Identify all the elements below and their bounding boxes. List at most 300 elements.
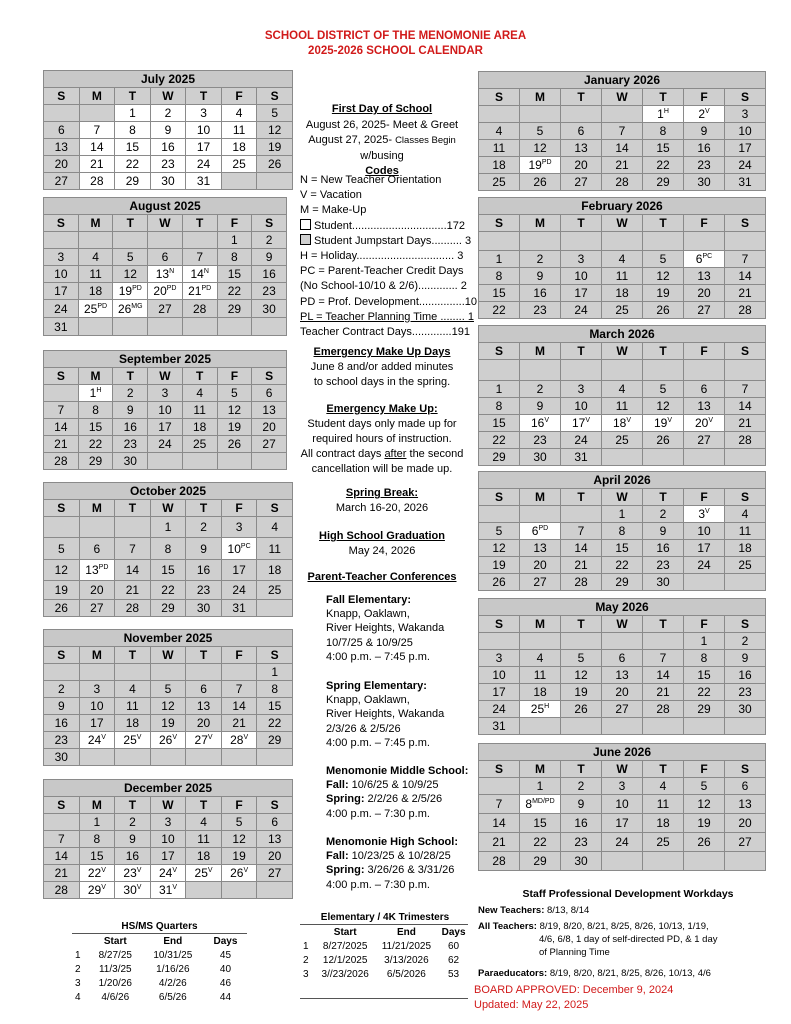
empty-cell [113,318,148,336]
week-row [44,385,287,402]
day-cell: 10 [79,698,115,715]
day-cell: $29^V$ [79,882,115,899]
checkbox-icon [300,219,311,230]
day-header-s: S [725,761,766,778]
day-cell: 11 [520,667,561,684]
table-row [72,976,247,990]
table-cell: 60 [448,940,460,952]
day-cell: 12 [113,266,148,283]
day-cell: 15 [479,415,520,432]
fall-elementary-l4: 4:00 p.m. – 7:45 p.m. [326,650,430,663]
day-cell: 2 [44,681,80,698]
week-row [479,852,766,871]
day-header-t: T [561,761,602,778]
day-cell: 23 [252,283,287,300]
day-cell: 28 [79,173,115,190]
code-student [300,219,468,234]
day-cell: 13 [561,140,602,157]
day-cell: 1 [217,232,252,249]
spring-elementary-title: Spring Elementary: [326,680,427,692]
day-header-m: M [520,343,561,360]
empty-cell [257,882,293,899]
table-cell: 12/1/2025 [322,954,368,966]
calendar-july-2025 [43,70,293,190]
day-header-t: T [113,368,148,385]
day-cell: 18 [602,285,643,302]
empty-cell [79,749,115,766]
mhs-time: 4:00 p.m. – 7:30 p.m. [326,878,430,891]
trimesters-title: Elementary / 4K Trimesters [320,912,450,923]
day-cell: 3 [561,381,602,398]
day-header-s: S [479,489,520,506]
empty-cell [602,449,643,466]
day-cell: 14 [725,268,766,285]
calendar-december-2025 [43,779,293,899]
day-cell: 1 [479,381,520,398]
week-row [479,684,766,701]
emergency-makeup-heading: Emergency Make Up: [326,403,438,415]
day-code: V [172,884,177,891]
day-cell: 8 [479,268,520,285]
day-cell: $1^H$ [78,385,113,402]
day-cell: 6 [561,123,602,140]
code-jumpstart [300,234,472,249]
day-code: H [96,387,102,394]
week-row [44,848,293,865]
day-cell: 10 [561,268,602,285]
calendar-november-2025 [43,629,293,766]
day-cell: 3 [561,251,602,268]
week-row [479,285,766,302]
day-cell: $25^H$ [520,701,561,718]
day-cell: 15 [479,285,520,302]
mhs-fall [326,849,458,863]
staff-new-teachers [478,904,778,917]
day-header-f: F [221,797,257,814]
empty-cell [684,449,725,466]
day-cell: 6 [148,249,183,266]
month-title: March 2026 [479,326,766,343]
table-cell: 11/3/25 [98,963,132,975]
day-cell: 17 [148,419,183,436]
day-cell: 1 [115,105,151,122]
day-cell: 4 [182,385,217,402]
day-cell: 22 [479,432,520,449]
column-header: Start [103,935,127,947]
mms-title: Menomonie Middle School: [326,765,469,777]
day-cell: 7 [44,402,79,419]
day-cell: 26 [479,574,520,591]
day-header-t: T [186,797,222,814]
day-header-t: T [182,368,217,385]
day-code: V [705,508,710,515]
day-cell: 17 [186,139,222,156]
table-cell: 3 [75,977,81,989]
table-cell: 11/21/2025 [381,940,432,952]
mms-spring-label: Spring: [326,793,365,806]
code-pc2: (No School-10/10 & 2/6)............. 2 [300,280,467,293]
table-cell: 40 [219,963,232,975]
day-cell: 27 [257,865,293,882]
day-code: V [626,417,632,424]
day-cell: 28 [479,852,520,871]
day-cell: 5 [643,251,684,268]
day-code: V [172,867,177,874]
district-title: SCHOOL DISTRICT OF THE MENOMONIE AREA [264,30,527,42]
graduation-date: May 24, 2026 [348,545,416,557]
day-cell: 23 [113,436,148,453]
day-header-w: W [602,489,643,506]
day-cell: 16 [561,814,602,833]
day-cell: 18 [643,814,684,833]
day-cell: 4 [78,249,113,266]
empty-cell [643,633,684,650]
day-header-t: T [643,89,684,106]
day-cell: 18 [115,715,151,732]
staff-all-teachers [478,920,778,933]
day-cell: 5 [643,381,684,398]
day-code: MG [131,302,143,310]
day-cell: 1 [79,814,115,831]
day-header-t: T [643,616,684,633]
day-cell: 29 [115,173,151,190]
day-header-t: T [115,647,151,664]
day-cell: $13^{PD}$ [79,560,115,581]
day-cell: 30 [561,852,602,871]
day-header-m: M [520,761,561,778]
empty-cell [479,106,520,123]
day-cell: 26 [643,432,684,449]
day-cell: 27 [602,701,643,718]
day-cell: 7 [44,831,80,848]
day-cell: 1 [520,778,561,795]
day-cell: 25 [479,174,520,191]
empty-cell [479,232,520,251]
week-row [44,581,293,600]
day-cell: 16 [684,140,725,157]
quarters-table [72,934,247,1004]
day-cell: 19 [479,557,520,574]
day-code: V [136,734,142,741]
day-cell: 23 [643,557,684,574]
day-cell: 4 [257,517,293,538]
day-cell: 27 [520,574,561,591]
empty-cell [520,718,561,735]
week-row [479,833,766,852]
week-row [479,506,766,523]
day-cell: 20 [725,814,766,833]
day-cell: 7 [479,795,520,814]
day-cell: 15 [115,139,151,156]
day-header-t: T [182,215,217,232]
day-header-t: T [561,616,602,633]
day-cell: 30 [150,173,186,190]
day-header-t: T [561,343,602,360]
week-row [44,865,293,882]
day-header-s: S [44,647,80,664]
day-header-t: T [115,88,151,105]
first-day-classes: Classes Begin [395,135,456,146]
day-cell: 22 [684,684,725,701]
day-cell: 12 [150,698,186,715]
day-cell: 23 [561,833,602,852]
day-cell: 22 [643,157,684,174]
day-cell: 2 [520,251,561,268]
mms-spring-dates: 2/2/26 & 2/5/26 [364,793,443,806]
fall-elementary-l3: 10/7/25 & 10/9/25 [326,636,413,649]
day-cell: 15 [150,560,186,581]
day-cell: 26 [684,833,725,852]
day-cell: 21 [643,684,684,701]
staff-all-line1: 8/19, 8/20, 8/21, 8/25, 8/26, 10/13, 1/19, [539,921,709,932]
calendar-may-2026 [478,598,766,735]
day-cell: $19^V$ [643,415,684,432]
week-row [479,557,766,574]
column-header: End [396,926,416,938]
empty-cell [186,882,222,899]
day-cell: 20 [684,285,725,302]
day-header-f: F [684,761,725,778]
column-header: Start [333,926,357,938]
emergency-days-section [298,345,466,390]
day-cell: 31 [221,600,257,617]
gray-box-icon [300,234,311,245]
day-cell: 3 [44,249,79,266]
day-cell: 27 [684,432,725,449]
empty-cell [79,517,115,538]
day-cell: 15 [643,140,684,157]
empty-cell [684,360,725,381]
day-cell: 24 [561,302,602,319]
day-header-s: S [725,489,766,506]
day-cell: 8 [79,831,115,848]
day-cell: 7 [643,650,684,667]
day-cell: 8 [257,681,293,698]
day-cell: 16 [725,667,766,684]
table-row [300,939,470,953]
day-header-f: F [221,647,257,664]
week-row [44,715,293,732]
table-cell: 3 [303,968,309,980]
empty-cell [520,232,561,251]
first-day-section [300,102,464,180]
empty-cell [186,749,222,766]
day-cell: 22 [78,436,113,453]
empty-cell [221,749,257,766]
first-day-line2 [300,133,464,149]
day-header-s: S [252,368,287,385]
empty-cell [115,749,151,766]
fall-elementary [326,593,444,664]
empty-cell [148,318,183,336]
day-cell: 24 [725,157,766,174]
day-cell: 19 [257,139,293,156]
day-code: V [243,734,249,741]
emergency-days-heading: Emergency Make Up Days [313,346,451,358]
day-cell: 8 [684,650,725,667]
empty-cell [561,506,602,523]
mms-spring [326,792,468,806]
day-cell: 27 [44,173,80,190]
day-cell: 4 [221,105,257,122]
empty-cell [684,852,725,871]
table-cell: 46 [219,977,232,989]
day-code: V [101,867,106,874]
spring-elementary-l4: 4:00 p.m. – 7:45 p.m. [326,736,430,749]
week-row [479,432,766,449]
empty-cell [252,453,287,470]
day-cell: 19 [221,848,257,865]
day-header-t: T [115,500,151,517]
table-cell: 3//23/2026 [321,968,369,980]
day-cell: 2 [725,633,766,650]
week-row [44,232,287,249]
day-cell: 21 [44,865,80,882]
day-cell: $28^V$ [221,732,257,749]
staff-paraeducators [478,967,778,980]
mms-fall-label: Fall: [326,779,349,792]
day-cell: 30 [252,300,287,318]
day-code: PD [201,285,212,292]
day-cell: 17 [602,814,643,833]
day-cell: 28 [115,600,151,617]
codes-list [300,173,477,340]
day-cell: $26^{MG}$ [113,300,148,318]
day-cell: 14 [44,419,79,436]
week-row [44,300,287,318]
day-cell: $3^V$ [684,506,725,523]
day-cell: 10 [150,831,186,848]
day-cell: 4 [479,123,520,140]
day-header-f: F [684,616,725,633]
staff-new-label: New Teachers: [478,905,545,916]
week-row [479,415,766,432]
table-cell: 1/16/26 [156,963,190,975]
day-cell: 16 [643,540,684,557]
empty-cell [602,232,643,251]
day-cell: 3 [479,650,520,667]
day-cell: 8 [115,122,151,139]
day-cell: 11 [602,398,643,415]
empty-cell [479,360,520,381]
day-cell: 22 [217,283,252,300]
staff-all-line2: 4/6, 6/8, 1 day of self-directed PD, & 1 day [539,934,718,945]
empty-cell [725,449,766,466]
day-cell: 17 [684,540,725,557]
day-header-t: T [115,797,151,814]
column-header [300,925,315,939]
day-cell: 11 [602,268,643,285]
day-cell: 21 [561,557,602,574]
week-row [479,778,766,795]
staff-new-value: 8/13, 8/14 [547,905,590,916]
day-cell: 8 [479,398,520,415]
day-cell: 30 [643,574,684,591]
table-cell: 2 [303,954,309,966]
day-cell: 1 [602,506,643,523]
day-cell: 12 [643,398,684,415]
day-cell: 10 [186,122,222,139]
day-cell: 4 [725,506,766,523]
table-cell: 3/13/2026 [384,954,429,966]
table-row [72,990,247,1004]
empty-cell [78,318,113,336]
emergency-l3b: after [384,448,407,460]
week-row [44,698,293,715]
table-cell: 4 [75,991,81,1003]
empty-cell [602,852,643,871]
spring-elementary-l2: River Heights, Wakanda [326,708,445,721]
emergency-makeup-line2: required hours of instruction. [312,433,452,445]
day-cell: 23 [725,684,766,701]
day-cell: 24 [479,701,520,718]
week-row [44,156,293,173]
day-cell: 24 [561,432,602,449]
day-code: PD [97,302,108,310]
day-cell: 27 [148,300,183,318]
day-cell: 25 [643,833,684,852]
day-cell: 5 [221,814,257,831]
empty-cell [150,749,186,766]
empty-cell [221,664,257,681]
month-title: May 2026 [479,599,766,616]
week-row [479,650,766,667]
empty-cell [561,360,602,381]
empty-cell [44,664,80,681]
day-cell: 11 [725,523,766,540]
staff-para-label: Paraeducators: [478,968,548,979]
day-cell: 20 [602,684,643,701]
emergency-l3c: the second [406,448,464,460]
month-title: July 2025 [44,71,293,88]
day-cell: 25 [257,581,293,600]
day-header-w: W [148,368,183,385]
day-cell: 6 [602,650,643,667]
week-row [44,538,293,560]
day-cell: $21^{PD}$ [182,283,217,300]
day-header-f: F [221,88,257,105]
week-row [44,283,287,300]
week-row [44,318,287,336]
code-v: V = Vacation [300,189,362,202]
day-cell: 16 [115,848,151,865]
day-cell: 26 [520,174,561,191]
day-cell: 6 [684,381,725,398]
day-header-s: S [725,89,766,106]
day-cell: 20 [257,848,293,865]
day-cell: 3 [148,385,183,402]
week-row [44,402,287,419]
day-cell: 27 [725,833,766,852]
week-row [44,122,293,139]
day-code: V [705,108,710,115]
day-cell: $17^V$ [561,415,602,432]
code-holiday: H = Holiday................................ 3 [300,250,464,263]
empty-cell [725,718,766,735]
day-cell: 1 [684,633,725,650]
day-header-s: S [725,215,766,232]
empty-cell [725,574,766,591]
day-cell: 9 [186,538,222,560]
day-cell: 12 [257,122,293,139]
day-cell: 22 [520,833,561,852]
day-cell: 16 [520,285,561,302]
day-code: V [585,417,591,424]
calendar-september-2025 [43,350,287,470]
day-cell: 9 [252,249,287,266]
empty-cell [79,664,115,681]
calendar-march-2026 [478,325,766,466]
